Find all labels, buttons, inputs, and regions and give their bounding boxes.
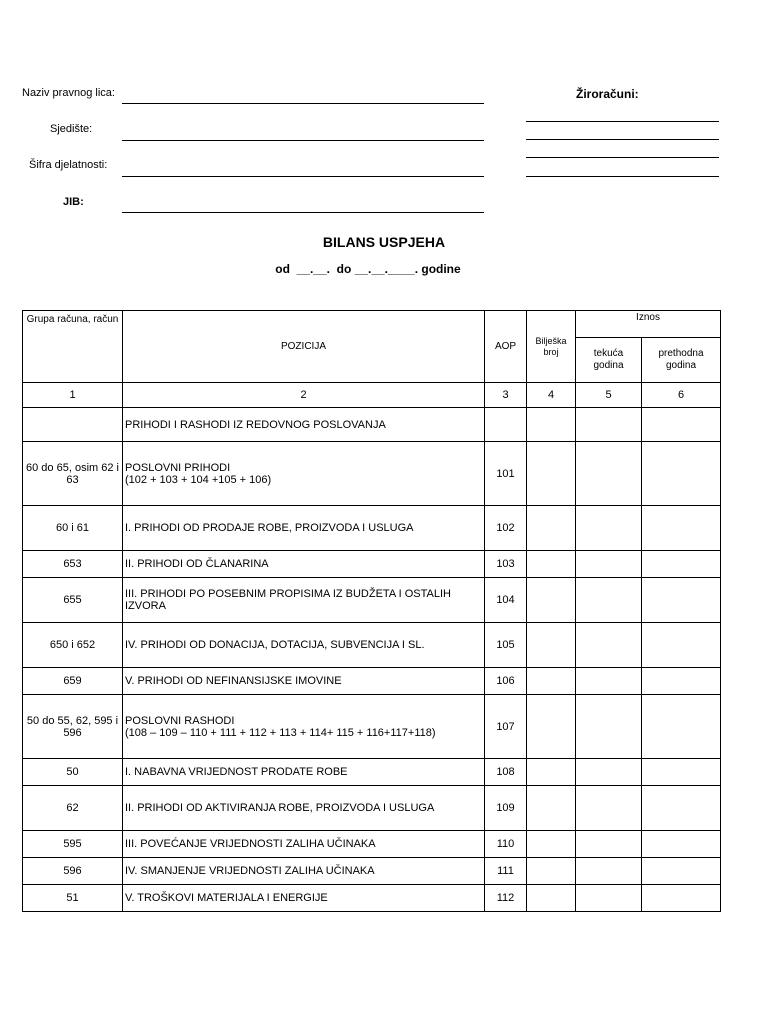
pozicija-cell: III. POVEĆANJE VRIJEDNOSTI ZALIHA UČINAKA [123,831,485,858]
biljeska-cell[interactable] [527,551,576,578]
sjediste-field[interactable] [122,140,484,141]
col-num: 6 [642,383,721,408]
biljeska-cell[interactable] [527,831,576,858]
biljeska-cell[interactable] [527,623,576,668]
pozicija-cell: V. PRIHODI OD NEFINANSIJSKE IMOVINE [123,668,485,695]
prethodna-cell[interactable] [642,578,721,623]
jib-field[interactable] [122,212,484,213]
col-num: 1 [23,383,123,408]
column-numbers-row [23,383,721,408]
prethodna-cell[interactable] [642,623,721,668]
grupa-cell: 650 i 652 [23,623,123,668]
aop-cell: 109 [485,786,527,831]
tekuca-cell[interactable] [576,668,642,695]
prethodna-cell[interactable] [642,442,721,506]
grupa-cell: 62 [23,786,123,831]
naziv-label: Naziv pravnog lica: [22,87,115,99]
grupa-cell: 659 [23,668,123,695]
sifra-label: Šifra djelatnosti: [29,159,108,171]
tekuca-cell[interactable] [576,858,642,885]
ziro-field-2[interactable] [526,139,719,140]
tekuca-cell[interactable] [576,786,642,831]
grupa-cell: 51 [23,885,123,912]
pozicija-cell [123,442,485,506]
grupa-cell: 50 [23,759,123,786]
aop-cell: 101 [485,442,527,506]
table-row [23,695,721,759]
header-prethodna: prethodna godina [642,338,721,383]
col-num: 4 [527,383,576,408]
tekuca-cell[interactable] [576,578,642,623]
pozicija-formula: (108 – 109 – 110 + 111 + 112 + 113 + 114+ 115 + 116+117+118) [125,726,436,739]
aop-cell: 110 [485,831,527,858]
table-row [23,623,721,668]
biljeska-cell[interactable] [527,885,576,912]
header-iznos: Iznos [576,311,721,338]
naziv-field[interactable] [122,103,484,104]
pozicija-title: POSLOVNI PRIHODI [125,461,231,474]
ziro-field-4[interactable] [526,176,719,177]
tekuca-cell[interactable] [576,506,642,551]
header-aop: AOP [485,311,527,383]
pozicija-cell: I. NABAVNA VRIJEDNOST PRODATE ROBE [123,759,485,786]
sjediste-label: Sjedište: [50,123,93,135]
tekuca-cell[interactable] [576,551,642,578]
pozicija-cell: II. PRIHODI OD ČLANARINA [123,551,485,578]
pozicija-cell: IV. PRIHODI OD DONACIJA, DOTACIJA, SUBVENCIJA I SL. [123,623,485,668]
biljeska-cell[interactable] [527,786,576,831]
aop-cell: 111 [485,858,527,885]
col-num: 5 [576,383,642,408]
tekuca-cell[interactable] [576,695,642,759]
aop-cell: 104 [485,578,527,623]
grupa-cell: 595 [23,831,123,858]
sifra-field[interactable] [122,176,484,177]
header-grupa: Grupa računa, račun [23,311,123,383]
biljeska-cell[interactable] [527,695,576,759]
pozicija-cell: IV. SMANJENJE VRIJEDNOSTI ZALIHA UČINAKA [123,858,485,885]
grupa-cell: 50 do 55, 62, 595 i 596 [23,695,123,759]
biljeska-cell[interactable] [527,668,576,695]
table-row [23,858,721,885]
grupa-cell: 60 do 65, osim 62 i 63 [23,442,123,506]
aop-cell [485,408,527,442]
aop-cell: 108 [485,759,527,786]
biljeska-cell[interactable] [527,759,576,786]
prethodna-cell[interactable] [642,786,721,831]
ziro-field-3[interactable] [526,157,719,158]
grupa-cell [23,408,123,442]
grupa-cell: 596 [23,858,123,885]
table-row [23,885,721,912]
biljeska-cell[interactable] [527,408,576,442]
period-line: od __.__. do __.__.____. godine [275,262,461,276]
pozicija-cell [123,695,485,759]
biljeska-cell[interactable] [527,442,576,506]
header-tekuca: tekuća godina [576,338,642,383]
aop-cell: 105 [485,623,527,668]
tekuca-cell[interactable] [576,759,642,786]
table-row [23,578,721,623]
prethodna-cell[interactable] [642,551,721,578]
biljeska-cell[interactable] [527,578,576,623]
pozicija-cell: V. TROŠKOVI MATERIJALA I ENERGIJE [123,885,485,912]
col-num: 3 [485,383,527,408]
prethodna-cell[interactable] [642,506,721,551]
grupa-cell: 655 [23,578,123,623]
prethodna-cell[interactable] [642,759,721,786]
biljeska-cell[interactable] [527,858,576,885]
tekuca-cell[interactable] [576,623,642,668]
tekuca-cell[interactable] [576,408,642,442]
prethodna-cell[interactable] [642,668,721,695]
header-biljeska: Bilješka broj [527,311,576,383]
aop-cell: 112 [485,885,527,912]
aop-cell: 102 [485,506,527,551]
table-row [23,831,721,858]
pozicija-formula: (102 + 103 + 104 +105 + 106) [125,473,272,486]
prethodna-cell[interactable] [642,858,721,885]
aop-cell: 103 [485,551,527,578]
ziro-label: Žiroračuni: [576,87,639,101]
page-title: BILANS USPJEHA [322,234,446,250]
aop-cell: 107 [485,695,527,759]
pozicija-cell: II. PRIHODI OD AKTIVIRANJA ROBE, PROIZVODA I USLUGA [123,786,485,831]
header-pozicija: POZICIJA [123,311,485,383]
grupa-cell: 653 [23,551,123,578]
table-row [23,786,721,831]
table-row [23,442,721,506]
pozicija-cell: III. PRIHODI PO POSEBNIM PROPISIMA IZ BUDŽETA I OSTALIH IZVORA [123,578,485,623]
table-row [23,551,721,578]
jib-label: JIB: [63,196,84,208]
grupa-cell: 60 i 61 [23,506,123,551]
prethodna-cell[interactable] [642,408,721,442]
tekuca-cell[interactable] [576,831,642,858]
ziro-field-1[interactable] [526,121,719,122]
prethodna-cell[interactable] [642,695,721,759]
prethodna-cell[interactable] [642,885,721,912]
aop-cell: 106 [485,668,527,695]
table-row [23,668,721,695]
pozicija-cell: I. PRIHODI OD PRODAJE ROBE, PROIZVODA I USLUGA [123,506,485,551]
tekuca-cell[interactable] [576,885,642,912]
table-row [23,759,721,786]
col-num: 2 [123,383,485,408]
pozicija-title: POSLOVNI RASHODI [125,714,235,727]
tekuca-cell[interactable] [576,442,642,506]
table-row [23,506,721,551]
prethodna-cell[interactable] [642,831,721,858]
table-row [23,408,721,442]
bilans-table [22,310,721,912]
pozicija-cell: PRIHODI I RASHODI IZ REDOVNOG POSLOVANJA [123,408,485,442]
biljeska-cell[interactable] [527,506,576,551]
